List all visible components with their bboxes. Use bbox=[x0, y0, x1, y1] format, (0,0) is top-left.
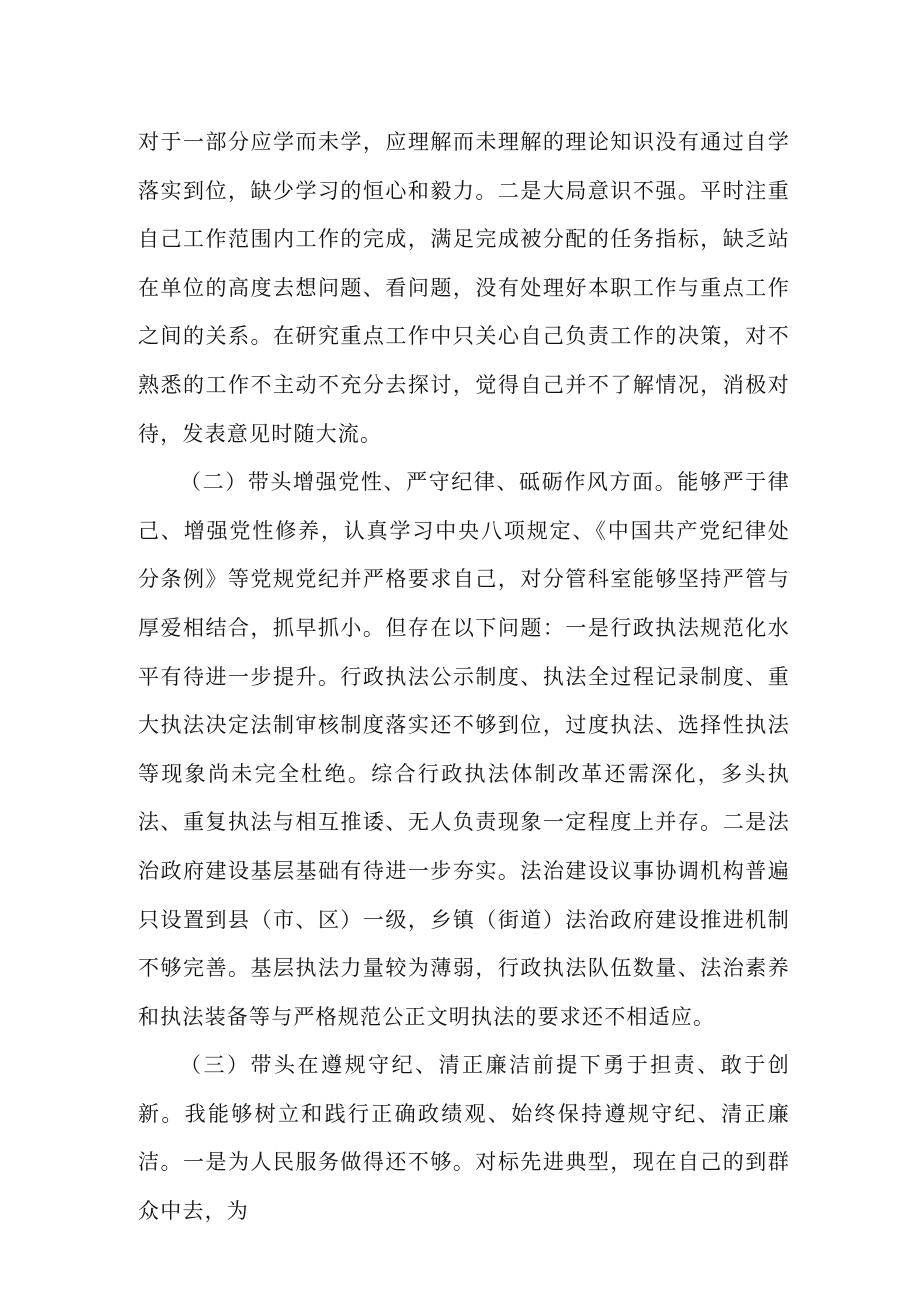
paragraph-section-3: （三）带头在遵规守纪、清正廉洁前提下勇于担责、敢于创新。我能够树立和践行正确政绩观、始终保持遵规守纪、清正廉洁。一是为人民服务做得还不够。对标先进典型，现在自己的到群众中去，为 bbox=[138, 1053, 790, 1224]
paragraph-section-2: （二）带头增强党性、严守纪律、砥砺作风方面。能够严于律己、增强党性修养，认真学习中央八项规定、《中国共产党纪律处分条例》等党规党纪并严格要求自己，对分管科室能够坚持严管与厚爱相结合，抓早抓小。但存在以下问题：一是行政执法规范化水平有待进一步提升。行政执法公示制度、执法全过程记录制度、重大执法决定法制审核制度落实还不够到位，过度执法、选择性执法等现象尚未完全杜绝。综合行政执法体制改革还需深化，多头执法、重复执法与相互推诿、无人负责现象一定程度上并存。二是法治政府建设基层基础有待进一步夯实。法治建设议事协调机构普遍只设置到县（市、区）一级，乡镇（街道）法治政府建设推进机制不够完善。基层执法力量较为薄弱，行政执法队伍数量、法治素养和执法装备等与严格规范公正文明执法的要求还不相适应。 bbox=[138, 470, 790, 1029]
paragraph-continuation: 对于一部分应学而未学，应理解而未理解的理论知识没有通过自学落实到位，缺少学习的恒心和毅力。二是大局意识不强。平时注重自己工作范围内工作的完成，满足完成被分配的任务指标，缺乏站在单位的高度去想问题、看问题，没有处理好本职工作与重点工作之间的关系。在研究重点工作中只关心自己负责工作的决策，对不熟悉的工作不主动不充分去探讨，觉得自己并不了解情况，消极对待，发表意见时随大流。 bbox=[138, 130, 790, 446]
document-body bbox=[138, 118, 790, 1236]
